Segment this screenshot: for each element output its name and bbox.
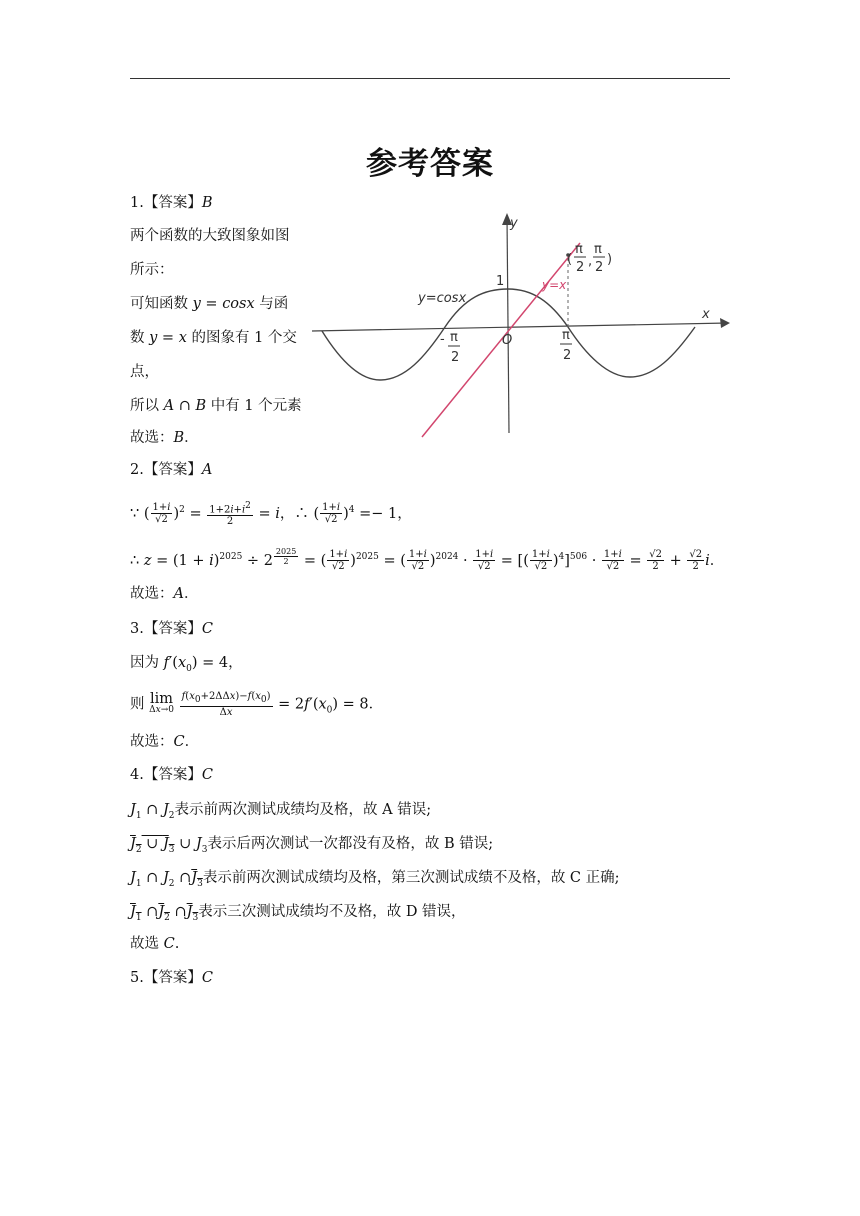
svg-text:,: ,	[588, 254, 593, 269]
q4-line-4: $J_1$ $\cap J_2$ $\cap J_3$表示三次测试成绩均不及格，故 D 错误，	[130, 904, 466, 923]
q1-answer-head: 1.【答案】B	[130, 195, 213, 211]
y-axis	[507, 217, 509, 433]
q2-line-2: ∴ $z = (1 + i)^{2025} \div 2$ $^{\frac{2025}{2}}$ = ( $\frac{1+i}{√2}$ )$^{2025}$ = ( $\frac{1+i}{√2}$ )$^{2024}$ · $\frac{1+i}{√2}$ = [( $\frac{1+i}{√2}$ )$^4$]$^{506}$ · $\frac{1+i}{√2}$ = $\frac{√2}{2}$ + $\frac{√2}{2}$ i．	[130, 547, 725, 573]
label-x: x	[702, 307, 710, 322]
q1-line-3: 可知函数 y = cosx 与函	[130, 296, 289, 312]
label-line: y=x	[542, 278, 567, 292]
x-axis	[312, 323, 728, 331]
q3-line-1: 因为 $f'(x_0) = 4$，	[130, 655, 243, 674]
q2-end: 故选：A．	[130, 586, 199, 602]
q1-line-5: 点，	[130, 364, 159, 380]
svg-text:π: π	[450, 330, 458, 345]
q4-answer-head: 4.【答案】C	[130, 767, 213, 783]
x-arrow-icon	[720, 318, 730, 328]
q2-line-1: ∵ ( $\frac{1+i}{√2}$ )$^2$ = $\frac{1+2i+i^2}{2}$ = i，∴ ( $\frac{1+i}{√2}$ )$^4$ =− 1，	[130, 500, 412, 527]
q1-line-2: 所示：	[130, 262, 174, 278]
label-cos: y=cosx	[418, 291, 467, 306]
q5-answer-head: 5.【答案】C	[130, 970, 213, 986]
label-origin: O	[502, 333, 513, 348]
q4-line-3: $J_1$ ∩ $J_2$ $\cap J_3$表示前两次测试成绩均及格，第三次测试成绩不及格，故 C 正确;	[130, 870, 620, 889]
svg-text:-: -	[440, 332, 445, 347]
svg-text:π: π	[594, 242, 602, 257]
q1-line-7: 故选：B．	[130, 430, 199, 446]
label-one: 1	[496, 274, 505, 289]
q3-end: 故选：C．	[130, 734, 200, 750]
q3-answer-head: 3.【答案】C	[130, 621, 213, 637]
svg-text:2: 2	[595, 260, 604, 275]
svg-text:2: 2	[451, 350, 460, 365]
page-title: 参考答案	[366, 146, 494, 182]
header-rule	[130, 78, 730, 79]
q3-line-2: 则 lim Δx→0 $\frac{f(x_0+2\Delta\Delta x)-f(x_0)}{\Delta x}$ = $2f'(x_0) = 8$．	[130, 690, 384, 718]
svg-text:2: 2	[576, 260, 585, 275]
q2-answer-head: 2.【答案】A	[130, 462, 213, 478]
q1-graph	[310, 205, 740, 445]
q4-end: 故选 C.	[130, 936, 180, 952]
label-half-pi	[560, 328, 572, 363]
svg-text:π: π	[575, 242, 583, 257]
q1-line-4: 数 y = x 的图象有 1 个交	[130, 330, 297, 346]
svg-text:(: (	[567, 252, 573, 267]
q1-line-1: 两个函数的大致图象如图	[130, 228, 290, 244]
q4-line-2: $J_2$ ∪ $J_3$ ∪ $J_3$表示后两次测试一次都没有及格，故 B 错误;	[130, 836, 494, 855]
svg-text:2: 2	[563, 348, 572, 363]
q4-line-1: $J_1$ ∩ $J_2$表示前两次测试成绩均及格，故 A 错误;	[130, 802, 432, 821]
line-y-eq-x	[422, 243, 580, 437]
svg-text:π: π	[562, 328, 570, 343]
label-y: y	[510, 216, 518, 231]
label-neg-half-pi	[440, 330, 460, 365]
svg-text:): )	[607, 252, 613, 267]
label-point	[567, 242, 612, 275]
q1-line-6: 所以 A ∩ B 中有 1 个元素	[130, 398, 302, 414]
